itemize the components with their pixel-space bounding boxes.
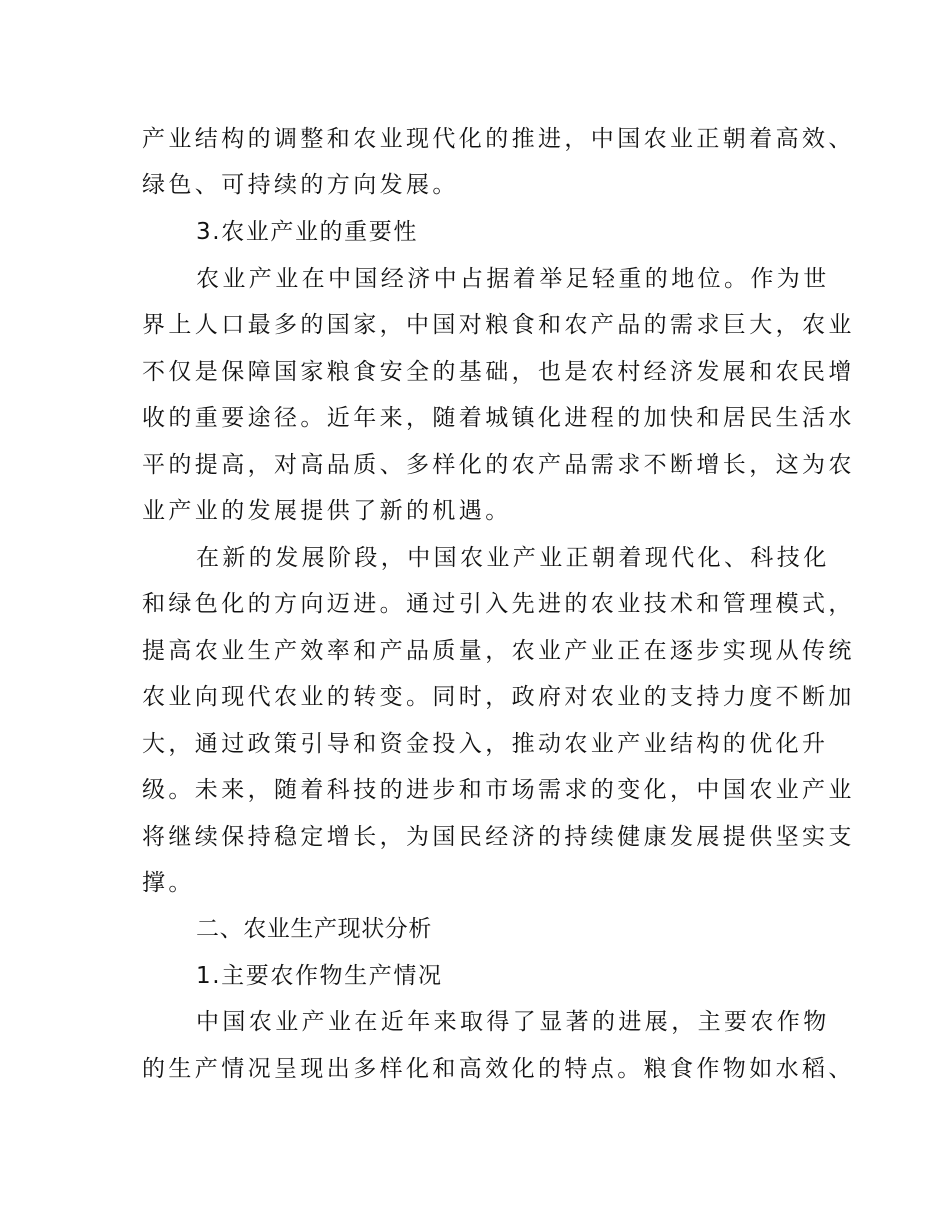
paragraph-line: 在新的发展阶段，中国农业产业正朝着现代化、科技化: [196, 545, 830, 571]
paragraph-line: 界上人口最多的国家，中国对粮食和农产品的需求巨大，农业: [142, 312, 855, 338]
paragraph-line: 产业结构的调整和农业现代化的推进，中国农业正朝着高效、: [142, 126, 855, 152]
paragraph-line: 绿色、可持续的方向发展。: [142, 172, 459, 198]
paragraph-line: 将继续保持稳定增长，为国民经济的持续健康发展提供坚实支: [142, 824, 855, 850]
section-subheading: 3.农业产业的重要性: [196, 219, 418, 245]
paragraph-line: 的生产情况呈现出多样化和高效化的特点。粮食作物如水稻、: [142, 1056, 855, 1082]
paragraph-line: 不仅是保障国家粮食安全的基础，也是农村经济发展和农民增: [142, 359, 855, 385]
paragraph-line: 平的提高，对高品质、多样化的农产品需求不断增长，这为农: [142, 452, 855, 478]
paragraph-line: 级。未来，随着科技的进步和市场需求的变化，中国农业产业: [142, 777, 855, 803]
paragraph-line: 农业产业在中国经济中占据着举足轻重的地位。作为世: [196, 266, 830, 292]
paragraph-line: 收的重要途径。近年来，随着城镇化进程的加快和居民生活水: [142, 405, 855, 431]
paragraph-line: 中国农业产业在近年来取得了显著的进展，主要农作物: [196, 1009, 830, 1035]
paragraph-line: 业产业的发展提供了新的机遇。: [142, 498, 512, 524]
paragraph-line: 提高农业生产效率和产品质量，农业产业正在逐步实现从传统: [142, 638, 855, 664]
section-heading: 二、农业生产现状分析: [196, 916, 432, 942]
paragraph-line: 农业向现代农业的转变。同时，政府对农业的支持力度不断加: [142, 684, 855, 710]
paragraph-line: 和绿色化的方向迈进。通过引入先进的农业技术和管理模式，: [142, 591, 855, 617]
section-subheading: 1.主要农作物生产情况: [196, 963, 443, 989]
paragraph-line: 撑。: [142, 870, 195, 896]
paragraph-line: 大，通过政策引导和资金投入，推动农业产业结构的优化升: [142, 731, 829, 757]
